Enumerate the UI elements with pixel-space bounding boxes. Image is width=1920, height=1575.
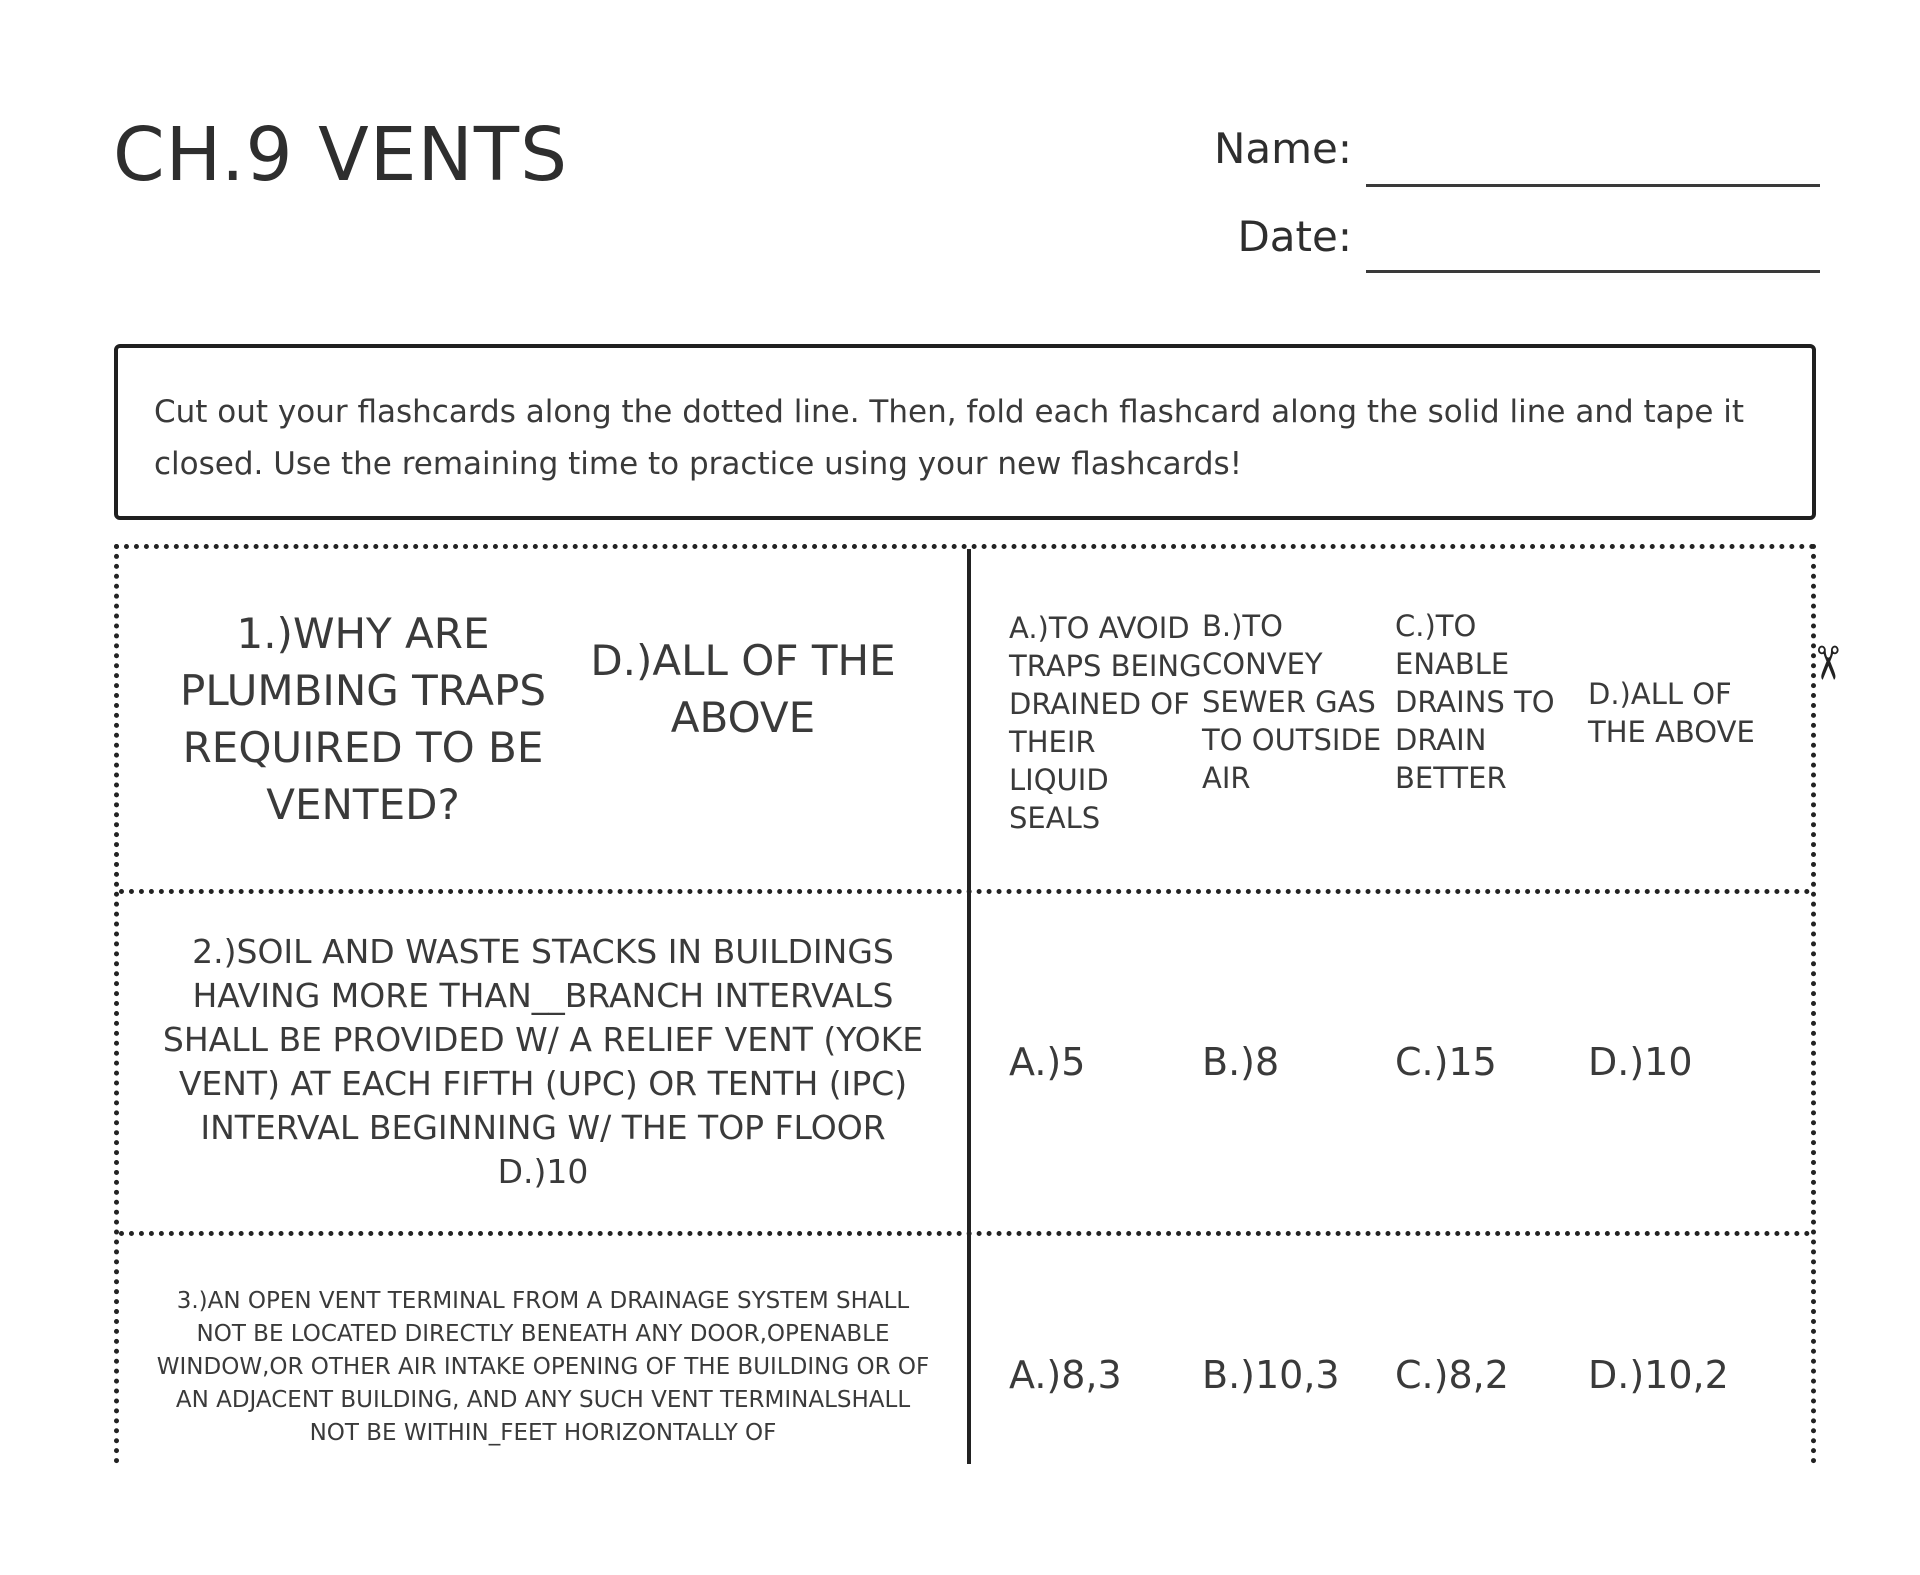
question-3: 3.)AN OPEN VENT TERMINAL FROM A DRAINAGE SYSTEM SHALL NOT BE LOCATED DIRECTLY BENEATH ANY DOOR,OPENABLE WINDOW,OR OTHER AIR INTAKE OPENING OF THE BUILDING OR OF AN ADJACENT BUILDING, AND ANY SUCH VENT TERMINALSHALL NOT BE WITHIN_FEET HORIZONTALLY OF (156, 1288, 930, 1446)
question-2: 2.)SOIL AND WASTE STACKS IN BUILDINGS HAVING MORE THAN__BRANCH INTERVALS SHALL BE PROVIDED W/ A RELIEF VENT (YOKE VENT) AT EACH FIFTH (UPC) OR TENTH (IPC) INTERVAL BEGINNING W/ THE TOP FLOOR D.)10 (162, 932, 924, 1191)
date-underline[interactable] (1366, 270, 1820, 273)
flashcard-3 (119, 1235, 1811, 1575)
question-1: 1.)WHY ARE PLUMBING TRAPS REQUIRED TO BE VENTED? (180, 609, 546, 829)
scissors-icon: ✂ (1800, 643, 1855, 683)
date-label: Date: (1237, 212, 1352, 261)
answer-1: D.)ALL OF THE ABOVE (590, 636, 896, 742)
name-field[interactable] (1200, 124, 1820, 188)
name-underline[interactable] (1366, 184, 1820, 187)
flashcard-2-options (971, 893, 1811, 1231)
option-c: C.)8,2 (1395, 1353, 1509, 1397)
option-a: A.)8,3 (1009, 1353, 1122, 1397)
option-c: C.)15 (1395, 1040, 1497, 1084)
page-title: CH.9 VENTS (113, 112, 569, 198)
flashcard-1-options (971, 549, 1811, 889)
instructions-text: Cut out your flashcards along the dotted line. Then, fold each flashcard along the solid line and tape it closed. Use the remaining time to practice using your new flashcards! (154, 394, 1745, 482)
option-b: B.)TO CONVEY SEWER GAS TO OUTSIDE AIR (1202, 609, 1382, 795)
option-b: B.)10,3 (1202, 1353, 1340, 1397)
flashcard-2 (119, 893, 1811, 1231)
flashcard-sheet (114, 544, 1816, 1464)
option-d: D.)ALL OF THE ABOVE (1588, 677, 1755, 749)
flashcard-3-options (971, 1235, 1811, 1575)
flashcard-1-front (119, 549, 967, 889)
flashcard-1 (119, 549, 1811, 889)
option-d: D.)10,2 (1588, 1353, 1729, 1397)
option-a: A.)TO AVOID TRAPS BEING DRAINED OF THEIR LIQUID SEALS (1009, 611, 1202, 835)
option-b: B.)8 (1202, 1040, 1280, 1084)
instructions-box (114, 344, 1816, 520)
option-d: D.)10 (1588, 1040, 1693, 1084)
option-a: A.)5 (1009, 1040, 1086, 1084)
option-c: C.)TO ENABLE DRAINS TO DRAIN BETTER (1395, 609, 1555, 795)
date-field[interactable] (1200, 212, 1820, 276)
name-label: Name: (1213, 124, 1352, 173)
